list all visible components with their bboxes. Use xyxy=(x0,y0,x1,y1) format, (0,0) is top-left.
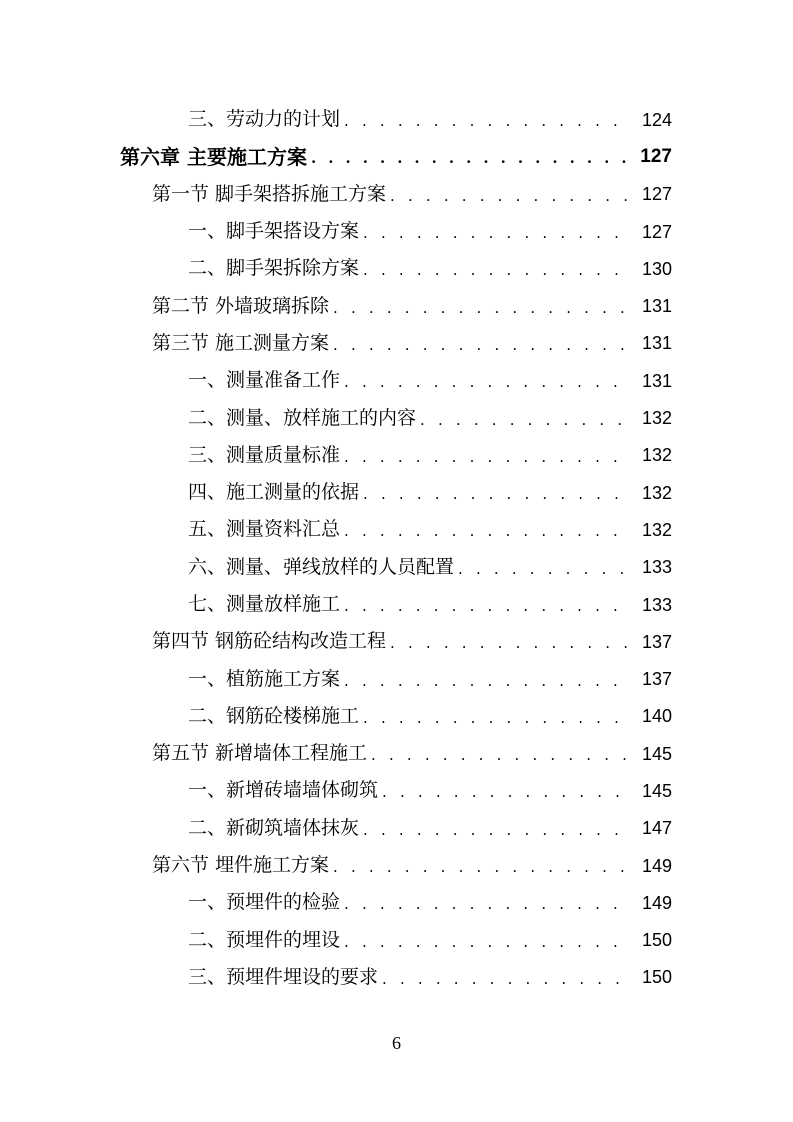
toc-entry-label: 五、测量资料汇总 xyxy=(188,518,341,541)
dot-leader xyxy=(382,785,628,800)
toc-entry-label: 第二节 外墙玻璃拆除 xyxy=(152,294,330,317)
dot-leader xyxy=(390,636,628,651)
toc-entry-label: 三、预埋件埋设的要求 xyxy=(188,965,379,988)
toc-entry-section[interactable] xyxy=(0,623,793,660)
toc-entry-label: 三、测量质量标准 xyxy=(188,443,341,466)
toc-entry-page-number: 130 xyxy=(641,258,672,279)
toc-entry-item[interactable] xyxy=(0,772,793,809)
toc-entry-label: 第五节 新增墙体工程施工 xyxy=(152,742,368,765)
toc-entry-section[interactable] xyxy=(0,847,793,884)
toc-entry-item[interactable] xyxy=(0,959,793,996)
dot-leader xyxy=(382,972,628,987)
table-of-contents xyxy=(0,101,793,996)
toc-entry-section[interactable] xyxy=(0,325,793,362)
toc-entry-page-number: 137 xyxy=(641,631,672,652)
toc-entry-item[interactable] xyxy=(0,511,793,548)
toc-entry-label: 六、测量、弹线放样的人员配置 xyxy=(188,555,455,578)
toc-entry-page-number: 132 xyxy=(641,445,672,466)
toc-entry-page-number: 133 xyxy=(641,594,672,615)
dot-leader xyxy=(344,935,628,950)
dot-leader xyxy=(333,860,628,875)
toc-entry-label: 二、脚手架拆除方案 xyxy=(188,257,360,280)
toc-entry-item[interactable] xyxy=(0,399,793,436)
toc-entry-item[interactable] xyxy=(0,437,793,474)
toc-entry-label: 三、劳动力的计划 xyxy=(188,108,341,131)
dot-leader xyxy=(344,599,628,614)
dot-leader xyxy=(390,189,628,204)
dot-leader xyxy=(344,674,628,689)
dot-leader xyxy=(344,524,628,539)
toc-entry-chapter[interactable] xyxy=(0,138,793,175)
toc-entry-page-number: 150 xyxy=(641,930,672,951)
page-number: 6 xyxy=(392,1033,401,1053)
toc-entry-item[interactable] xyxy=(0,250,793,287)
dot-leader xyxy=(363,487,628,502)
toc-entry-page-number: 150 xyxy=(641,967,672,988)
toc-entry-label: 一、脚手架搭设方案 xyxy=(188,220,360,243)
dot-leader xyxy=(371,748,628,763)
toc-entry-label: 一、新增砖墙墙体砌筑 xyxy=(188,779,379,802)
toc-entry-label: 第一节 脚手架搭拆施工方案 xyxy=(152,182,387,205)
dot-leader xyxy=(333,338,628,353)
toc-entry-page-number: 127 xyxy=(641,221,672,242)
toc-entry-item[interactable] xyxy=(0,549,793,586)
toc-entry-page-number: 132 xyxy=(641,482,672,503)
toc-entry-page-number: 145 xyxy=(641,743,672,764)
toc-entry-section[interactable] xyxy=(0,287,793,324)
toc-entry-page-number: 147 xyxy=(641,818,672,839)
dot-leader xyxy=(344,897,628,912)
dot-leader xyxy=(363,823,628,838)
toc-entry-page-number: 127 xyxy=(641,184,672,205)
toc-entry-item[interactable] xyxy=(0,362,793,399)
toc-entry-label: 一、植筋施工方案 xyxy=(188,667,341,690)
toc-entry-item[interactable] xyxy=(0,884,793,921)
dot-leader xyxy=(344,450,628,465)
toc-entry-item[interactable] xyxy=(0,922,793,959)
toc-entry-label: 第六节 埋件施工方案 xyxy=(152,854,330,877)
toc-entry-item[interactable] xyxy=(0,101,793,138)
toc-entry-page-number: 131 xyxy=(641,296,672,317)
toc-entry-page-number: 137 xyxy=(641,669,672,690)
toc-entry-page-number: 140 xyxy=(641,706,672,727)
dot-leader xyxy=(363,226,628,241)
toc-entry-page-number: 131 xyxy=(641,333,672,354)
toc-entry-label: 二、测量、放样施工的内容 xyxy=(188,406,417,429)
toc-entry-page-number: 124 xyxy=(641,109,672,130)
toc-entry-page-number: 132 xyxy=(641,519,672,540)
toc-entry-item[interactable] xyxy=(0,660,793,697)
toc-entry-label: 二、预埋件的埋设 xyxy=(188,928,341,951)
toc-entry-item[interactable] xyxy=(0,810,793,847)
toc-entry-section[interactable] xyxy=(0,735,793,772)
toc-entry-label: 二、新砌筑墙体抹灰 xyxy=(188,816,360,839)
toc-entry-label: 一、测量准备工作 xyxy=(188,369,341,392)
toc-entry-page-number: 149 xyxy=(641,892,672,913)
toc-entry-item[interactable] xyxy=(0,698,793,735)
toc-entry-item[interactable] xyxy=(0,474,793,511)
toc-entry-label: 七、测量放样施工 xyxy=(188,593,341,615)
dot-leader xyxy=(333,301,628,316)
toc-entry-section[interactable] xyxy=(0,176,793,213)
toc-entry-label: 第六章 主要施工方案 xyxy=(120,144,307,169)
dot-leader xyxy=(344,114,628,129)
toc-entry-item[interactable] xyxy=(0,586,793,623)
toc-entry-page-number: 149 xyxy=(641,855,672,876)
toc-entry-page-number: 132 xyxy=(641,408,672,429)
dot-leader xyxy=(363,711,628,726)
toc-entry-page-number: 127 xyxy=(640,146,672,168)
toc-entry-label: 四、施工测量的依据 xyxy=(188,481,360,504)
toc-entry-item[interactable] xyxy=(0,213,793,250)
toc-entry-page-number: 133 xyxy=(641,557,672,578)
toc-entry-page-number: 145 xyxy=(641,780,672,801)
toc-entry-label: 第四节 钢筋砼结构改造工程 xyxy=(152,630,387,653)
toc-entry-page-number: 131 xyxy=(641,370,672,391)
toc-entry-label: 第三节 施工测量方案 xyxy=(152,331,330,354)
dot-leader xyxy=(344,375,628,390)
toc-entry-label: 二、钢筋砼楼梯施工 xyxy=(188,704,360,727)
dot-leader xyxy=(311,151,628,166)
dot-leader xyxy=(458,562,628,577)
dot-leader xyxy=(363,263,628,278)
dot-leader xyxy=(420,413,628,428)
toc-entry-label: 一、预埋件的检验 xyxy=(188,891,341,914)
